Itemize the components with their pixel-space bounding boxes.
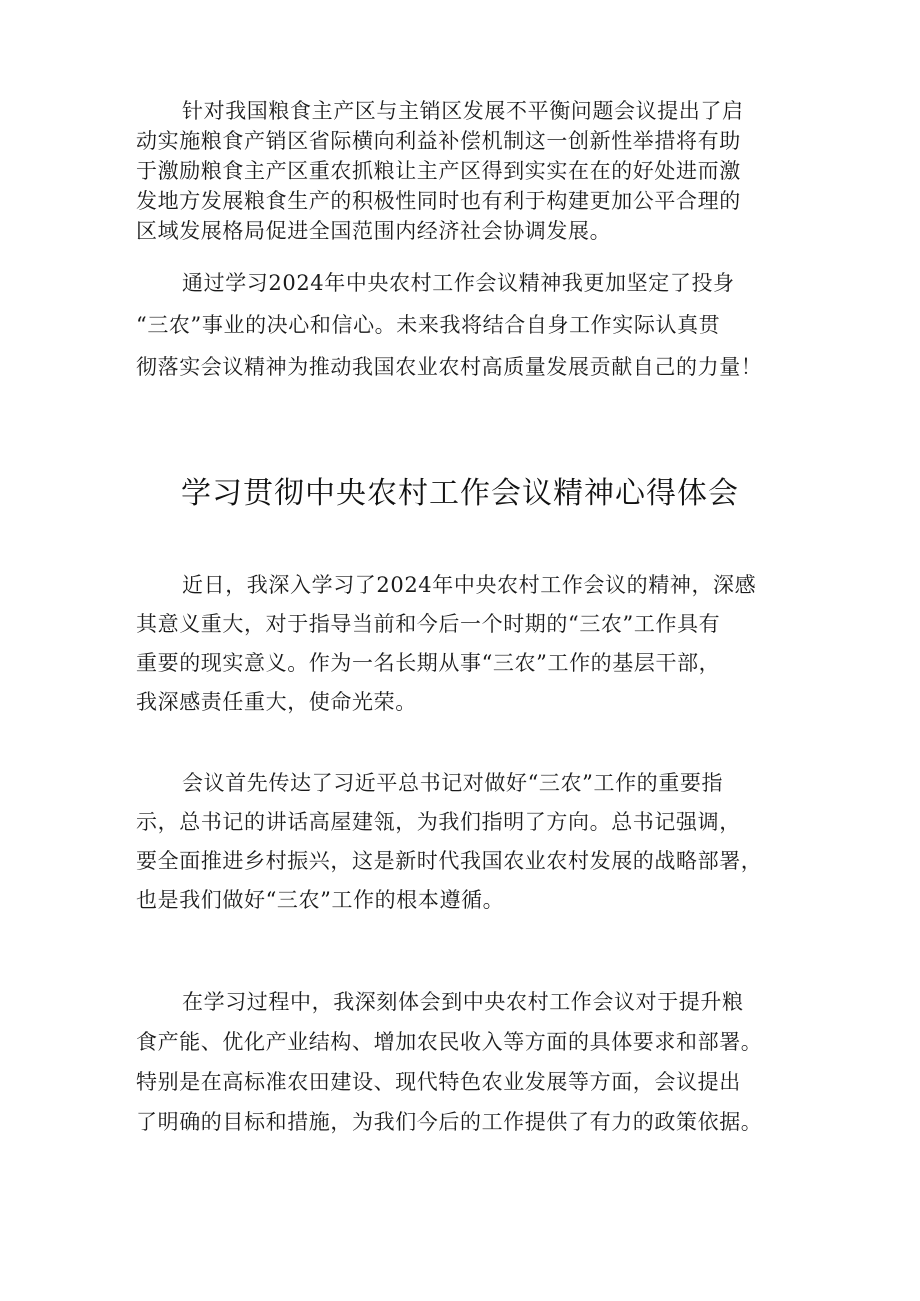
paragraph-3: [136, 566, 816, 722]
paragraph-line: 通过学习2024年中央农村工作会议精神我更加坚定了投身: [182, 271, 735, 295]
paragraph-line: 我深感责任重大，使命光荣。: [136, 690, 417, 714]
paragraph-line: 发地方发展粮食生产的积极性同时也有利于构建更加公平合理的: [136, 189, 741, 213]
paragraph-line: 动实施粮食产销区省际横向利益补偿机制这一创新性举措将有助: [136, 129, 741, 153]
paragraph-line: 近日，我深入学习了2024年中央农村工作会议的精神，深感: [182, 573, 757, 597]
paragraph-line: 食产能、优化产业结构、增加农民收入等方面的具体要求和部署。: [136, 1030, 763, 1054]
paragraph-5: [136, 982, 816, 1142]
paragraph-line: 了明确的目标和措施，为我们今后的工作提供了有力的政策依据。: [136, 1110, 763, 1134]
paragraph-line: 示，总书记的讲话高屋建瓴，为我们指明了方向。总书记强调，: [136, 810, 741, 834]
paragraph-line: 会议首先传达了习近平总书记对做好“三农”工作的重要指: [182, 771, 724, 795]
paragraph-line: 其意义重大，对于指导当前和今后一个时期的“三农”工作具有: [136, 612, 721, 636]
paragraph-line: 重要的现实意义。作为一名长期从事“三农”工作的基层干部，: [136, 651, 721, 675]
paragraph-line: “三农”事业的决心和信心。未来我将结合自身工作实际认真贯: [136, 313, 721, 337]
paragraph-line: 区域发展格局促进全国范围内经济社会协调发展。: [136, 219, 612, 243]
paragraph-line: 在学习过程中，我深刻体会到中央农村工作会议对于提升粮: [182, 990, 744, 1014]
paragraph-2: [136, 262, 816, 388]
paragraph-line: 要全面推进乡村振兴，这是新时代我国农业农村发展的战略部署，: [136, 849, 763, 873]
paragraph-4: [136, 764, 816, 920]
paragraph-line: 于激励粮食主产区重农抓粮让主产区得到实实在在的好处进而激: [136, 159, 741, 183]
paragraph-line: 针对我国粮食主产区与主销区发展不平衡问题会议提出了启: [182, 99, 744, 123]
paragraph-line: 也是我们做好“三农”工作的根本遵循。: [136, 888, 505, 912]
paragraph-line: 特别是在高标准农田建设、现代特色农业发展等方面，会议提出: [136, 1070, 741, 1094]
page-title: 学习贯彻中央农村工作会议精神心得体会: [181, 476, 739, 511]
paragraph-line: 彻落实会议精神为推动我国农业农村高质量发展贡献自己的力量！: [136, 355, 763, 379]
paragraph-1: [136, 96, 816, 246]
